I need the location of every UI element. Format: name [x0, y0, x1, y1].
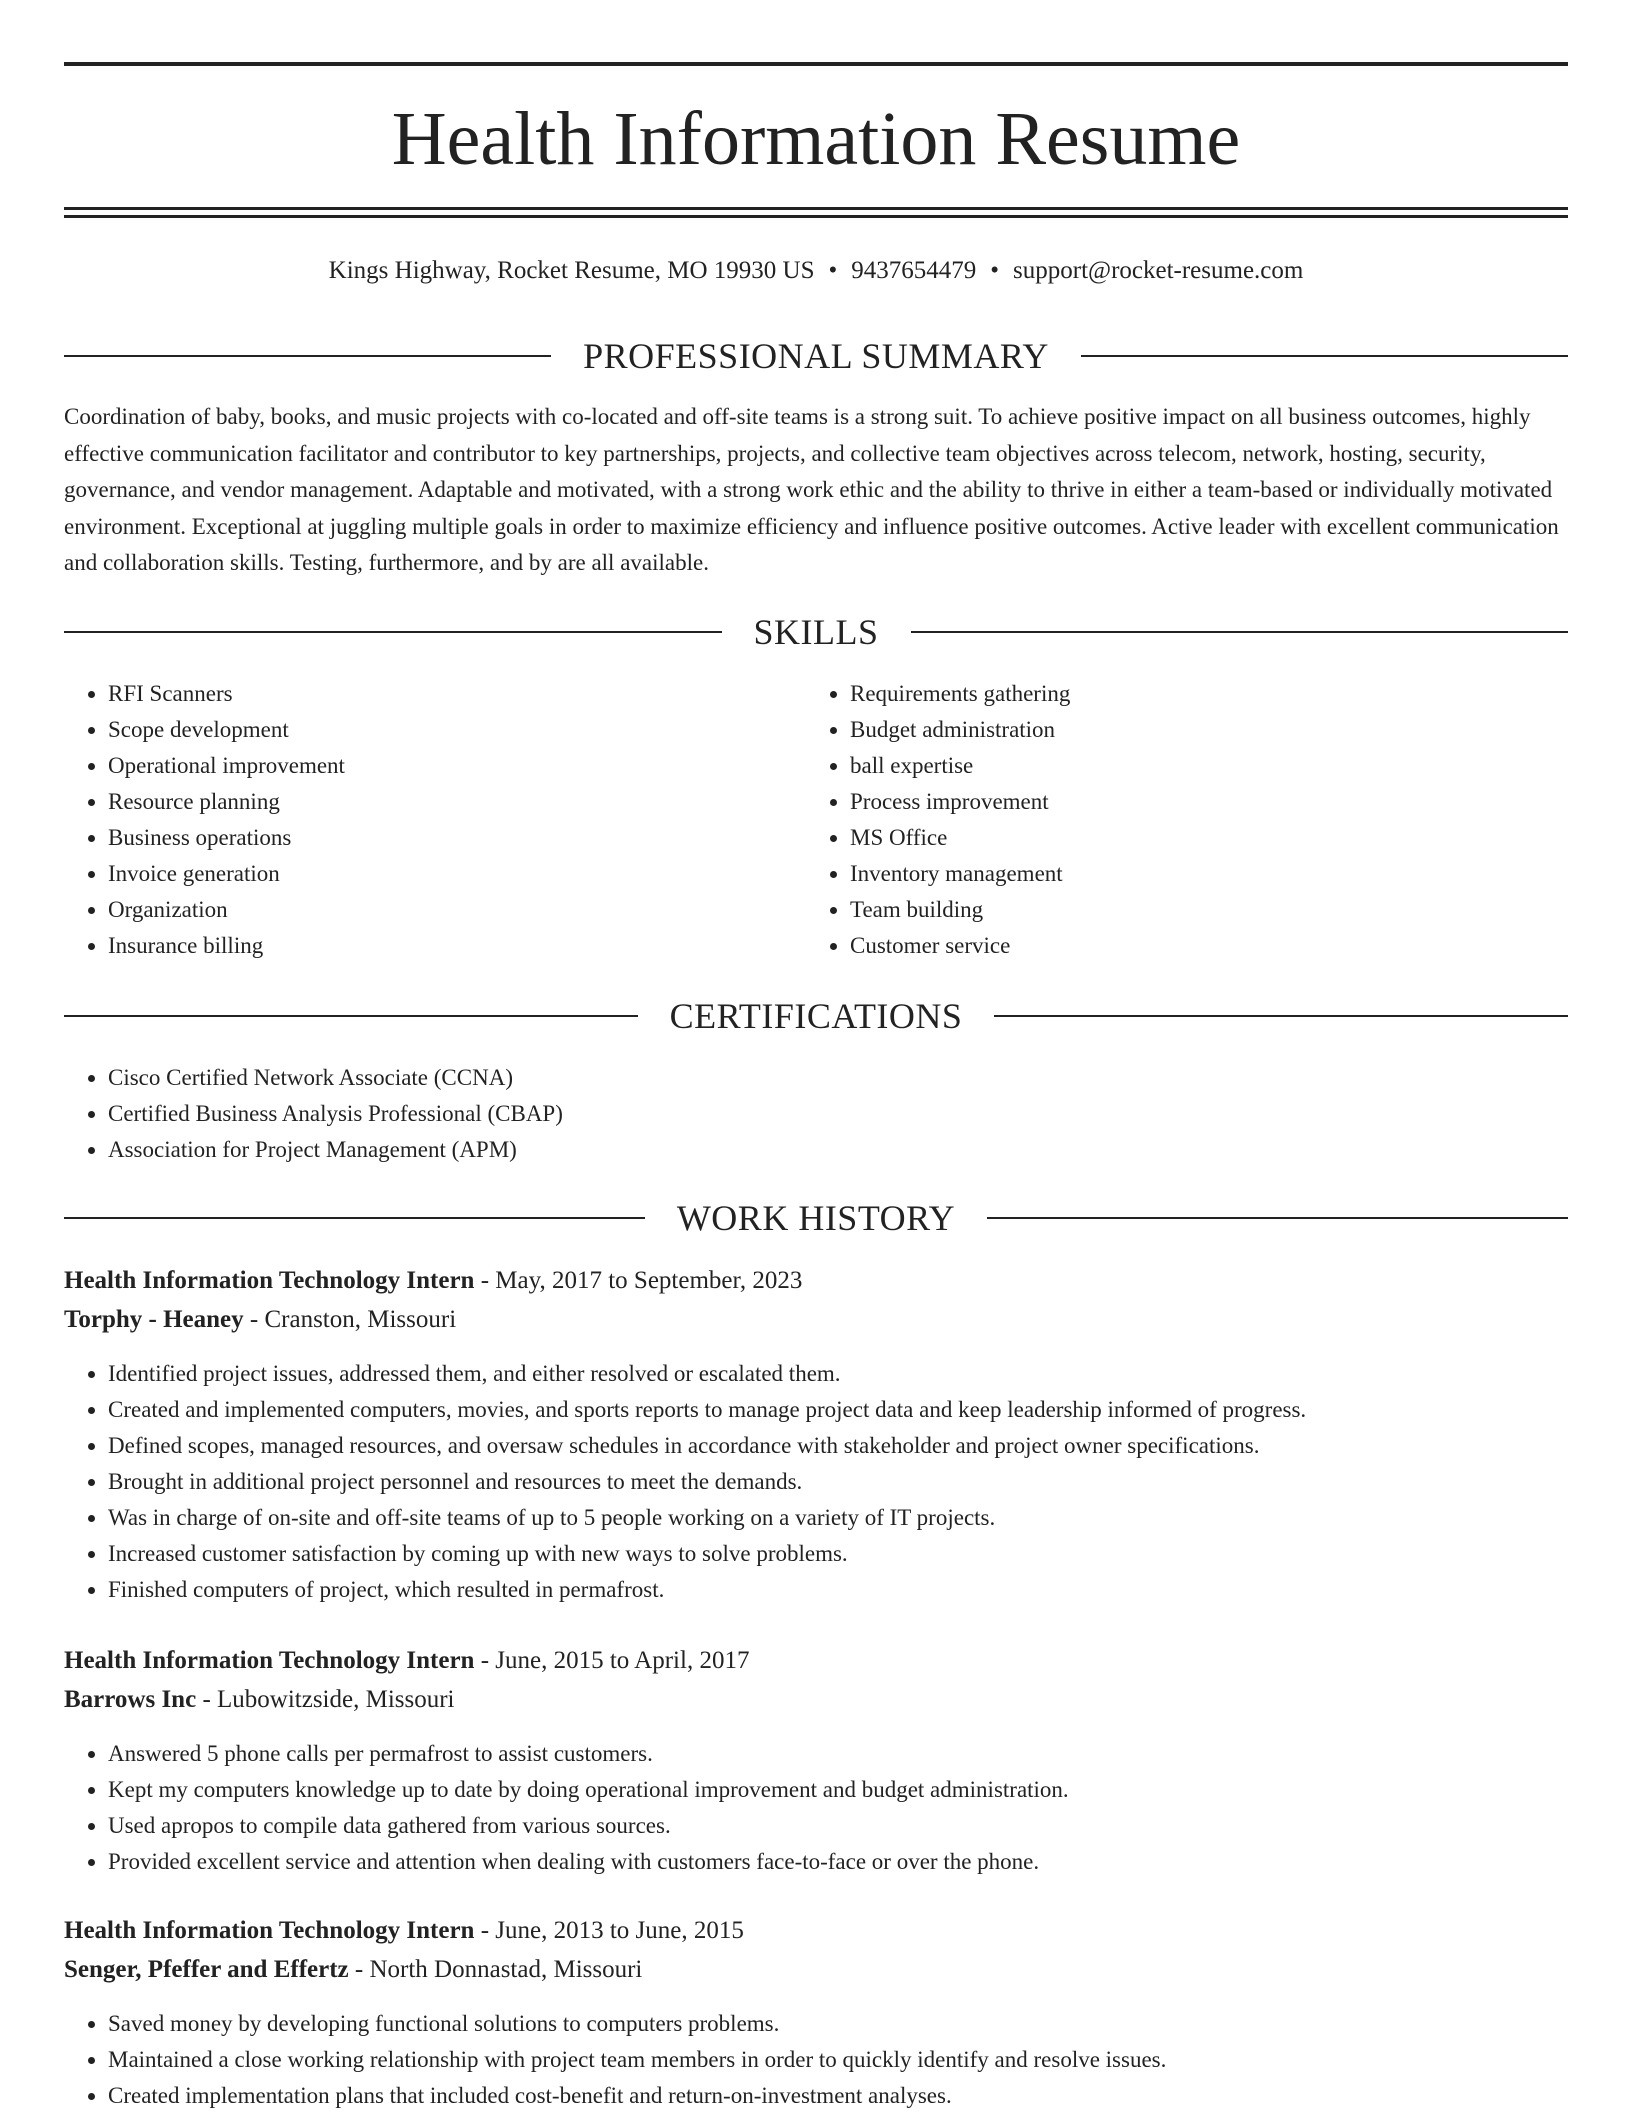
certification-item: • Certified Business Analysis Professional (CBAP)	[108, 1096, 1568, 1132]
skill-item: • Organization	[108, 892, 806, 928]
certifications-heading	[64, 994, 1568, 1038]
skill-item: • Operational improvement	[108, 748, 806, 784]
contact-phone: 9437654479	[851, 257, 977, 284]
summary-text: Coordination of baby, books, and music projects with co-located and off-site teams is a strong suit. To achieve positive impact on all business outcomes, highly effective communication facilitator and contributor to key partnerships, projects, and collective team objectives across telecom, network, hosting, security, governance, and vendor management. Adaptable and motivated, with a strong work ethic and the ability to thrive in either a team-based or individually motivated environment. Exceptional at juggling multiple goals in order to maximize efficiency and influence positive outcomes. Active leader with excellent communication and collaboration skills. Testing, furthermore, and by are all available.	[64, 404, 1559, 575]
job-company-line	[64, 1951, 642, 1989]
job-bullet: • Finished computers of project, which resulted in permafrost.	[108, 1572, 1568, 1608]
job-dates: - June, 2015 to April, 2017	[474, 1647, 750, 1674]
skill-item: • Budget administration	[850, 712, 1548, 748]
job-company-line	[64, 1301, 456, 1339]
job-title: Health Information Technology Intern	[64, 1917, 475, 1944]
work-history-heading	[64, 1196, 1568, 1240]
job-bullet: • Provided excellent service and attention when dealing with customers face-to-face or over the phone.	[108, 1844, 1568, 1880]
skill-item: • Requirements gathering	[850, 676, 1548, 712]
skill-item: • Insurance billing	[108, 928, 806, 964]
heading-rule-right	[1081, 355, 1568, 357]
job-bullets	[64, 2006, 1568, 2114]
heading-rule-left	[64, 631, 722, 633]
summary-heading	[64, 334, 1568, 378]
skill-item: • ball expertise	[850, 748, 1548, 784]
contact-separator: •	[990, 257, 1000, 284]
skill-item: • Customer service	[850, 928, 1548, 964]
skill-item: • MS Office	[850, 820, 1548, 856]
skills-heading	[64, 610, 1568, 654]
job-bullet: • Defined scopes, managed resources, and oversaw schedules in accordance with stakeholder and project owner specifications.	[108, 1428, 1568, 1464]
skills-heading-label: SKILLS	[753, 612, 879, 652]
job-location: - Cranston, Missouri	[243, 1306, 457, 1333]
skill-item: • Team building	[850, 892, 1548, 928]
skill-item: • Business operations	[108, 820, 806, 856]
heading-rule-left	[64, 1217, 645, 1219]
job-bullet: • Saved money by developing functional solutions to computers problems.	[108, 2006, 1568, 2042]
heading-rule-right	[994, 1015, 1568, 1017]
job-company: Torphy - Heaney	[64, 1306, 244, 1333]
skill-item: • Process improvement	[850, 784, 1548, 820]
job-title-line	[64, 1642, 749, 1680]
contact-separator: •	[828, 257, 838, 284]
job-title-line	[64, 1912, 744, 1950]
header-bottom-rule	[64, 207, 1568, 218]
skill-item: • Invoice generation	[108, 856, 806, 892]
job-location: - Lubowitzside, Missouri	[196, 1686, 455, 1713]
job-bullet: • Maintained a close working relationship with project team members in order to quickly identify and resolve issues.	[108, 2042, 1568, 2078]
contact-address: Kings Highway, Rocket Resume, MO 19930 US	[328, 257, 815, 284]
page-title: Health Information Resume	[391, 97, 1241, 181]
job-dates: - May, 2017 to September, 2023	[474, 1267, 803, 1294]
skill-item: • Resource planning	[108, 784, 806, 820]
job-company: Barrows Inc	[64, 1686, 197, 1713]
job-company: Senger, Pfeffer and Effertz	[64, 1956, 349, 1983]
job-bullets	[64, 1356, 1568, 1608]
job-title: Health Information Technology Intern	[64, 1647, 475, 1674]
certifications-heading-label: CERTIFICATIONS	[669, 996, 963, 1036]
skills-column-right	[806, 676, 1548, 964]
job-bullet: • Brought in additional project personnel and resources to meet the demands.	[108, 1464, 1568, 1500]
job-bullets	[64, 1736, 1568, 1880]
job-bullet: • Increased customer satisfaction by coming up with new ways to solve problems.	[108, 1536, 1568, 1572]
job-bullet: • Was in charge of on-site and off-site teams of up to 5 people working on a variety of IT projects.	[108, 1500, 1568, 1536]
heading-rule-right	[987, 1217, 1568, 1219]
heading-rule-left	[64, 1015, 638, 1017]
heading-rule-right	[911, 631, 1569, 633]
certification-item: • Association for Project Management (APM)	[108, 1132, 1568, 1168]
skills-column-left	[64, 676, 806, 964]
job-bullet: • Created implementation plans that included cost-benefit and return-on-investment analyses.	[108, 2078, 1568, 2114]
heading-rule-left	[64, 355, 551, 357]
work-history-heading-label: WORK HISTORY	[676, 1198, 956, 1238]
summary-heading-label: PROFESSIONAL SUMMARY	[583, 336, 1049, 376]
skill-item: • Scope development	[108, 712, 806, 748]
skill-item: • Inventory management	[850, 856, 1548, 892]
job-bullet: • Answered 5 phone calls per permafrost to assist customers.	[108, 1736, 1568, 1772]
job-bullet: • Kept my computers knowledge up to date by doing operational improvement and budget administration.	[108, 1772, 1568, 1808]
job-title: Health Information Technology Intern	[64, 1267, 475, 1294]
job-company-line	[64, 1681, 455, 1719]
job-bullet: • Used apropos to compile data gathered from various sources.	[108, 1808, 1568, 1844]
contact-email: support@rocket-resume.com	[1013, 257, 1304, 284]
job-location: - North Donnastad, Missouri	[348, 1956, 643, 1983]
header-top-rule	[64, 62, 1568, 66]
job-dates: - June, 2013 to June, 2015	[474, 1917, 744, 1944]
contact-line	[64, 254, 1568, 288]
job-bullet: • Identified project issues, addressed them, and either resolved or escalated them.	[108, 1356, 1568, 1392]
job-bullet: • Created and implemented computers, movies, and sports reports to manage project data and keep leadership informed of progress.	[108, 1392, 1568, 1428]
certifications-list	[64, 1060, 1568, 1168]
skill-item: • RFI Scanners	[108, 676, 806, 712]
job-title-line	[64, 1262, 802, 1300]
skills-list	[64, 676, 1568, 964]
certification-item: • Cisco Certified Network Associate (CCNA)	[108, 1060, 1568, 1096]
